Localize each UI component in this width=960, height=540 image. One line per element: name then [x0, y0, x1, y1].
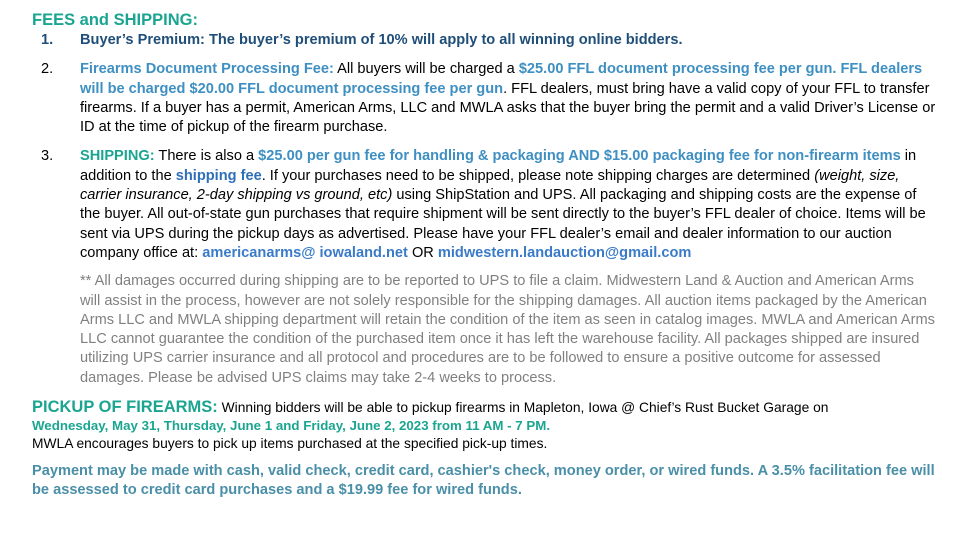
shipping-text-2: in addition to the: [80, 148, 917, 184]
shipping-factors: (weight, size, carrier insurance, 2-day shipping vs ground, etc): [80, 167, 900, 204]
handling-fee: $25.00 per gun fee for handling & packaging AND $15.00 packaging fee for non-firearm items: [258, 148, 901, 165]
pickup-note: MWLA encourages buyers to pick up items purchased at the specified pick-up times.: [32, 436, 548, 452]
shipping-fee-label: shipping fee: [175, 167, 262, 184]
fees-list: [32, 31, 937, 263]
buyers-premium-text: Buyer’s Premium: The buyer’s premium of 10% will apply to all winning online bidders.: [80, 32, 683, 48]
pickup-text: Winning bidders will be able to pickup firearms in Mapleton, Iowa @ Chief’s Rust Bucket Garage on: [217, 400, 829, 416]
list-number: 2.: [41, 61, 54, 78]
list-number: 1.: [41, 32, 54, 48]
fees-shipping-document: [32, 10, 937, 501]
shipping-text-3: . If your purchases need to be shipped, please note shipping charges are determined: [261, 167, 815, 184]
document-fee-amount: $25.00 FFL document processing fee per gun.: [518, 61, 837, 78]
shipping-label: SHIPPING:: [80, 148, 155, 165]
damages-note: ** All damages occurred during shipping are to be reported to UPS to file a claim. Midwestern Land & Auction and American Arms will assist in the process, however are not solely responsible for the shipping damages. All auction items packaged by the American Arms LLC and MWLA shipping department will retain the condition of the item as seen in catalog images. MWLA and American Arms LLC cannot guarantee the condition of the purchased item once it has left the warehouse facility. All packages shipped are insured utilizing UPS carrier insurance and all protocol and procedures are to be followed to ensure a positive outcome for assessed damages. Please be advised UPS claims may take 2-4 weeks to process.: [80, 273, 935, 386]
pickup-heading: PICKUP OF FIREARMS:: [32, 398, 218, 417]
list-item-document-fee: [32, 60, 937, 137]
section-heading: FEES and SHIPPING:: [32, 11, 198, 29]
ffl-dealer-fee: FFL dealers will be charged $20.00 FFL document processing fee per gun: [80, 61, 923, 97]
or-text: OR: [407, 244, 438, 261]
document-fee-text: All buyers will be charged a: [333, 61, 519, 78]
email-link-americanarms[interactable]: americanarms@ iowaland.net: [202, 244, 408, 261]
ffl-dealer-text: . FFL dealers, must bring have a valid copy of your FFL to transfer firearms. If a buyer has a permit, American Arms, LLC and MWLA asks that the buyer bring the permit and a valid Driver’s License or ID at the time of pickup of the firearm purchase.: [80, 80, 936, 136]
shipping-text: There is also a: [154, 148, 259, 165]
pickup-section: [32, 398, 937, 453]
list-number: 3.: [41, 148, 54, 165]
payment-info: Payment may be made with cash, valid check, credit card, cashier's check, money order, or wired funds. A 3.5% facilitation fee will be assessed to credit card purchases and a $19.99 fee for wired funds.: [32, 463, 935, 499]
shipping-text-4: using ShipStation and UPS. All packaging and shipping costs are the expense of the buyer. All out-of-state gun purchases that require shipment will be sent directly to the buyer’s FFL dealer of choice. Items will be sent via UPS during the pickup days as advertised. Please have your FFL dealer’s email and dealer information to our auction company office at:: [80, 187, 926, 261]
list-item-buyers-premium: [32, 31, 937, 50]
pickup-dates: Wednesday, May 31, Thursday, June 1 and Friday, June 2, 2023 from 11 AM - 7 PM.: [32, 418, 551, 434]
email-link-mwla[interactable]: midwestern.landauction@gmail.com: [437, 244, 692, 261]
document-fee-label: Firearms Document Processing Fee:: [80, 61, 334, 78]
list-item-shipping: [32, 147, 937, 263]
